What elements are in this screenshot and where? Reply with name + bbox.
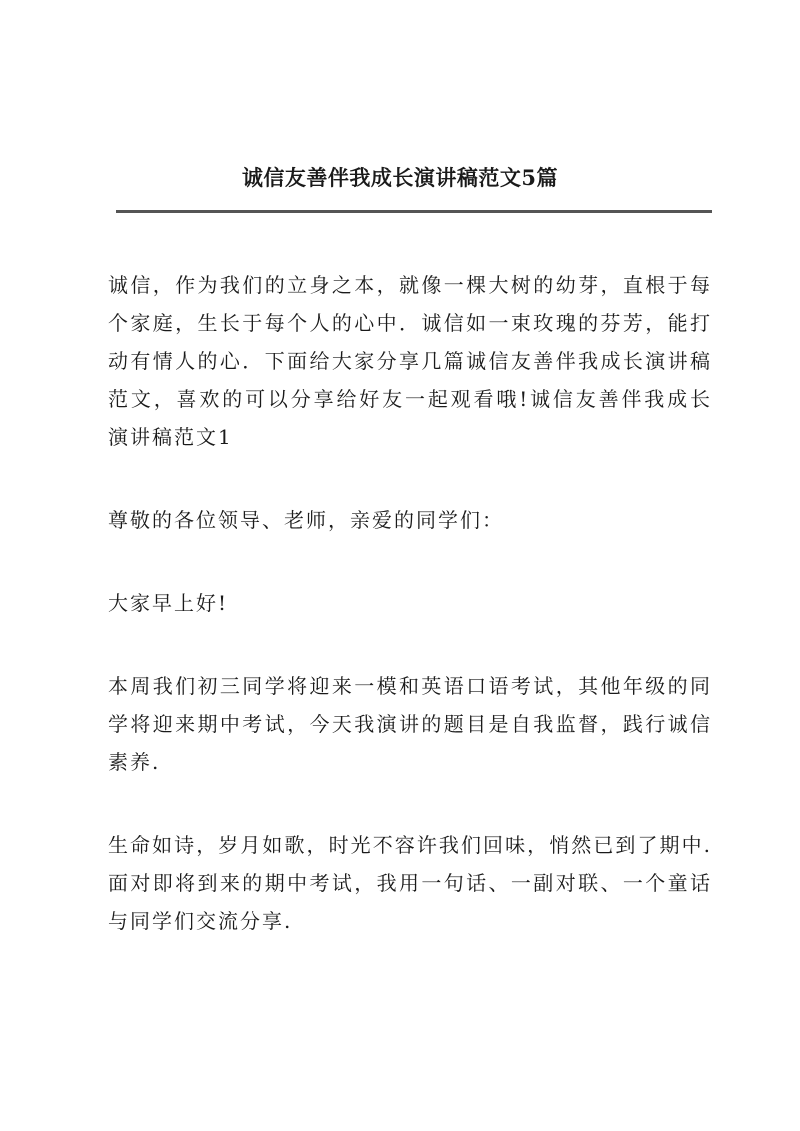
paragraph-reflection: 生命如诗，岁月如歌，时光不容许我们回味，悄然已到了期中.面对即将到来的期中考试，我用一句话、一副对联、一个童话与同学们交流分享. [108,833,712,933]
paragraph-intro: 诚信，作为我们的立身之本，就像一棵大树的幼芽，直根于每个家庭，生长于每个人的心中．诚信如一束玫瑰的芬芳，能打动有情人的心．下面给大家分享几篇诚信友善伴我成长演讲稿范文，喜欢的可以分享给好友一起观看哦!诚信友善伴我成长演讲稿范文1 [108,273,712,449]
paragraph-greeting: 大家早上好! [108,591,229,615]
document-title: 诚信友善伴我成长演讲稿范文5篇 [241,165,559,190]
title-underline [116,210,712,213]
paragraph-salutation: 尊敬的各位领导、老师，亲爱的同学们： [108,508,504,532]
paragraph-topic: 本周我们初三同学将迎来一模和英语口语考试，其他年级的同学将迎来期中考试，今天我演讲的题目是自我监督，践行诚信素养. [108,674,712,774]
document-body [108,266,712,985]
